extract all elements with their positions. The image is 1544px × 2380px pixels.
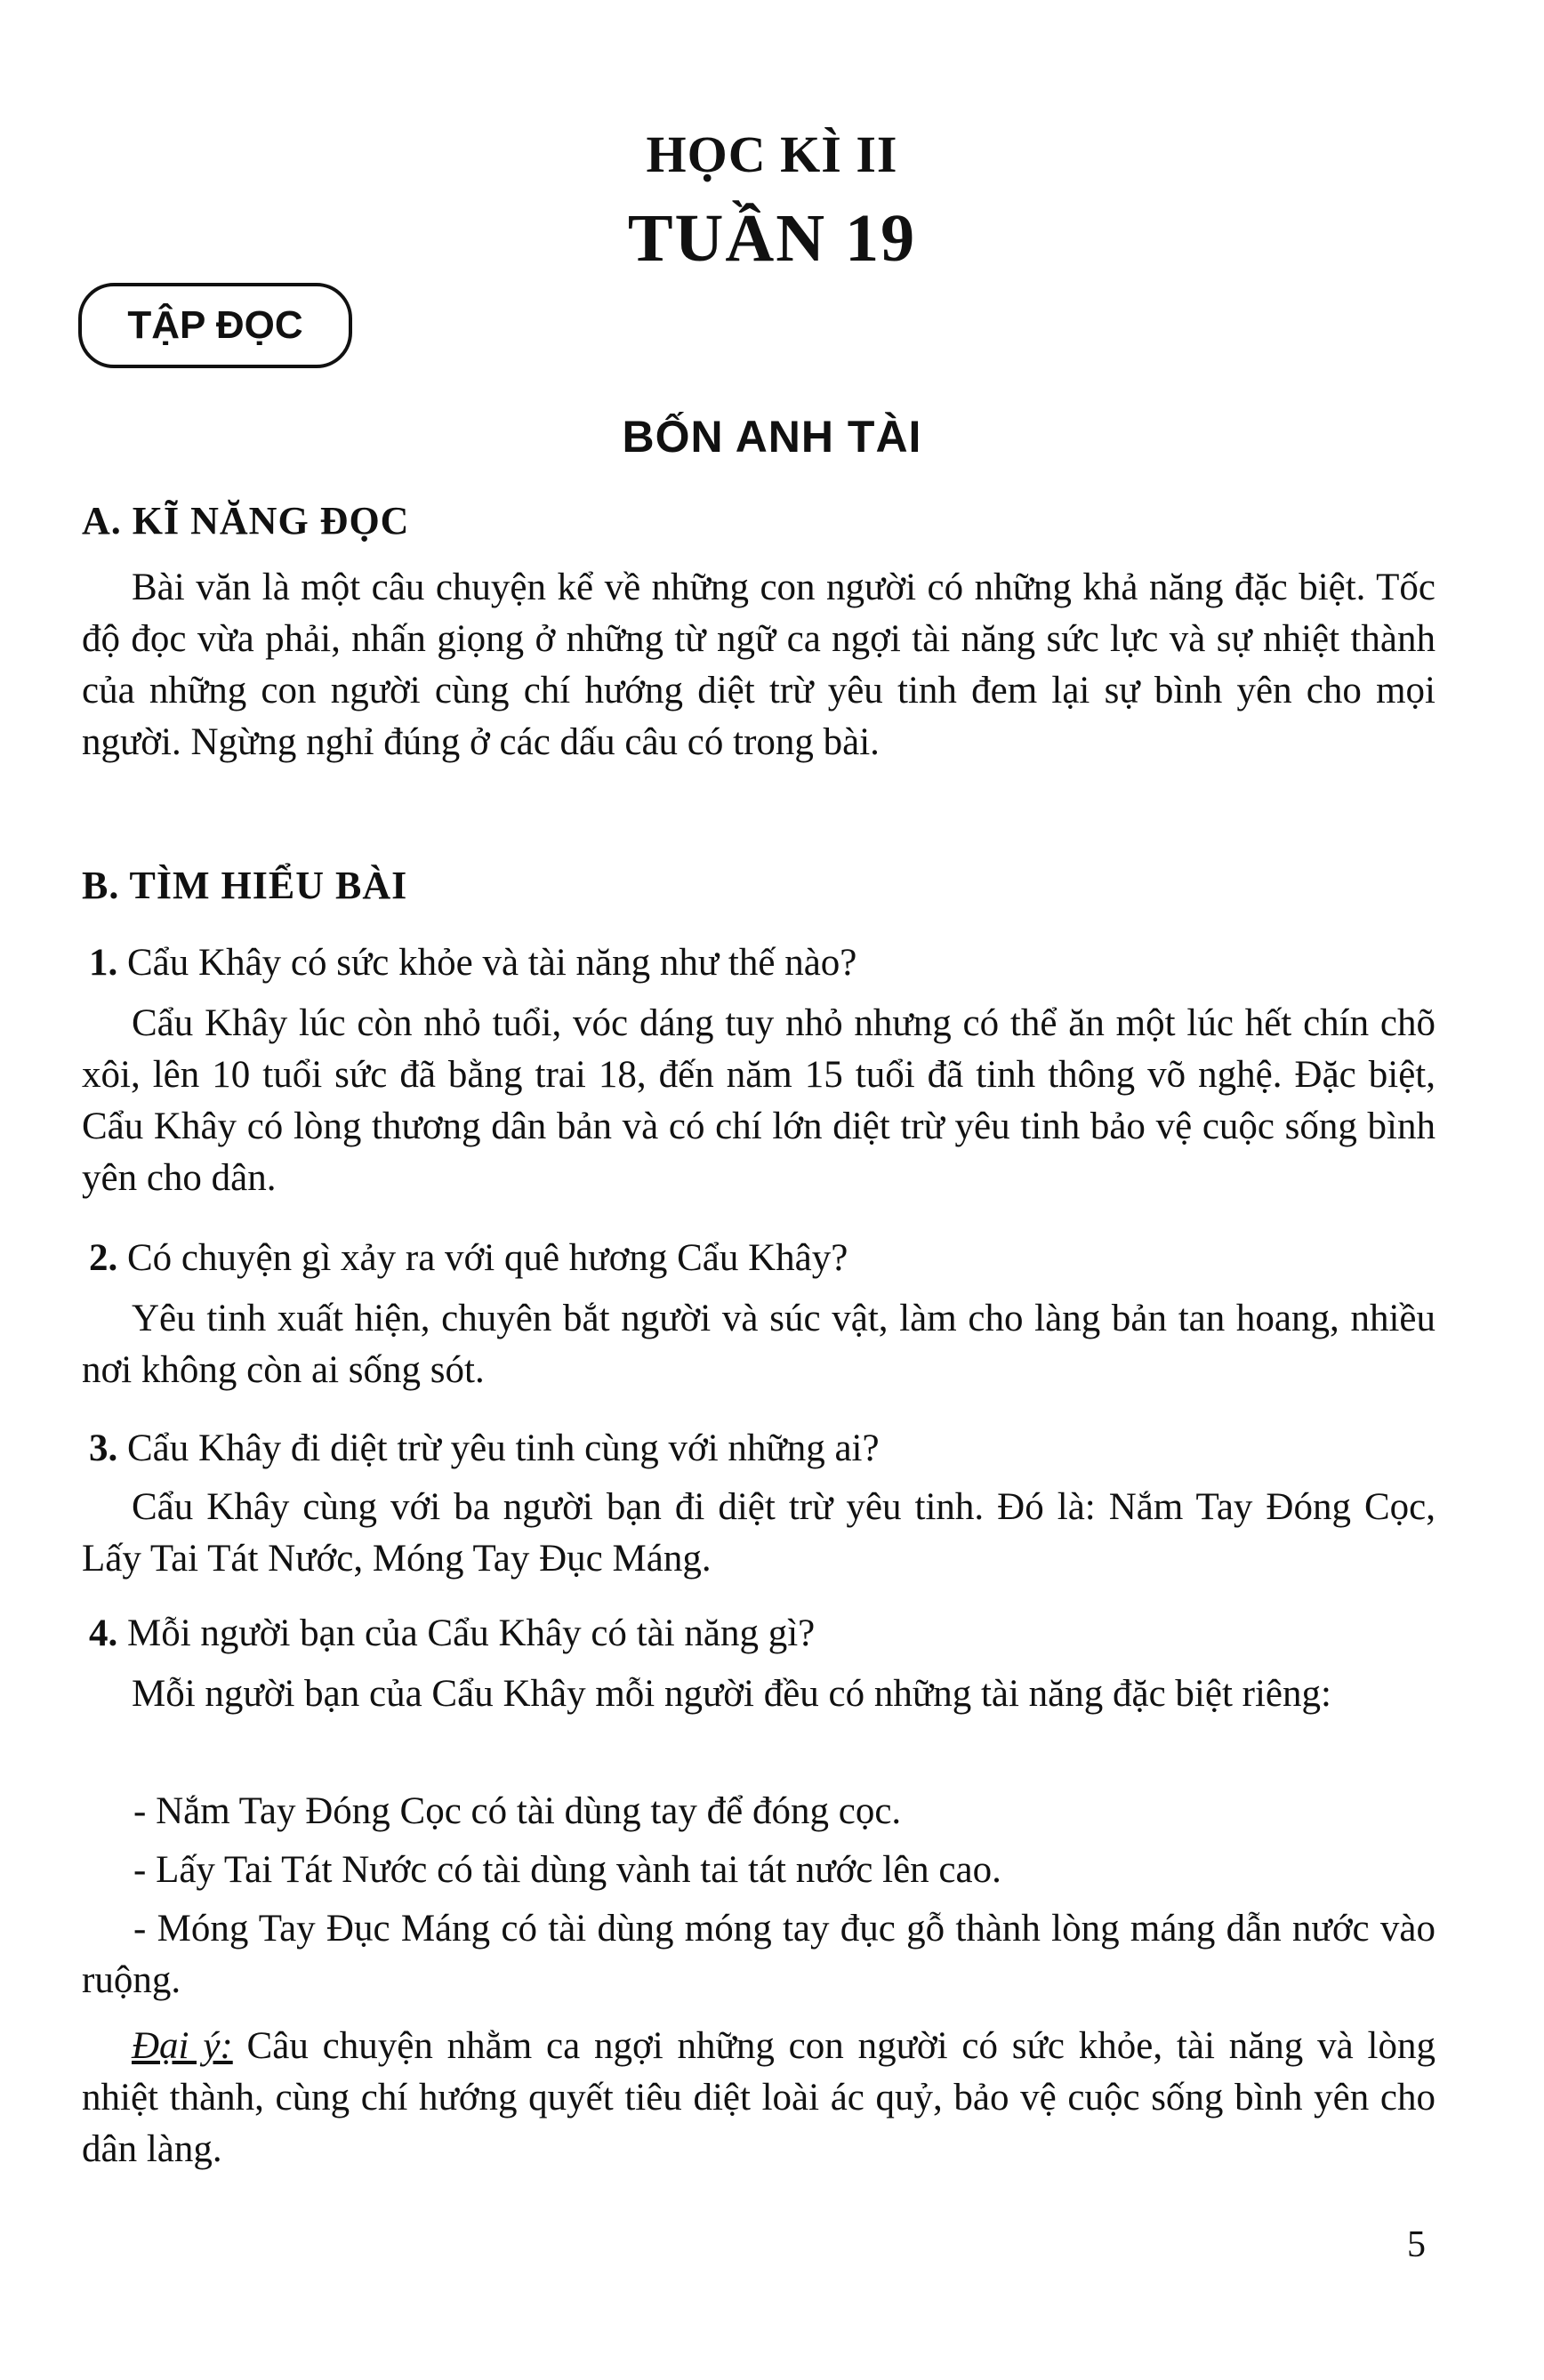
question-number: 2.	[89, 1237, 118, 1279]
answer-3: Cẩu Khây cùng với ba người bạn đi diệt trừ yêu tinh. Đó là: Nắm Tay Đóng Cọc, Lấy Tai Tát Nước, Móng Tay Đục Máng.	[82, 1486, 1435, 1580]
section-b-heading: B. TÌM HIỂU BÀI	[82, 864, 408, 907]
question-text: Cẩu Khây đi diệt trừ yêu tinh cùng với những ai?	[127, 1427, 880, 1469]
question-number: 4.	[89, 1612, 118, 1654]
bullet-item: - Lấy Tai Tát Nước có tài dùng vành tai tát nước lên cao.	[133, 1849, 1001, 1891]
question-3	[89, 1423, 1441, 1475]
summary	[82, 2021, 1435, 2175]
answer-4: Mỗi người bạn của Cẩu Khây mỗi người đều có những tài năng đặc biệt riêng:	[132, 1673, 1331, 1715]
page-number: 5	[1407, 2224, 1426, 2265]
question-text: Cẩu Khây có sức khỏe và tài năng như thế nào?	[127, 942, 857, 984]
semester-heading: HỌC KÌ II	[646, 125, 898, 183]
bullet-item: - Nắm Tay Đóng Cọc có tài dùng tay để đóng cọc.	[133, 1790, 902, 1832]
question-number: 3.	[89, 1427, 118, 1469]
week-heading: TUẦN 19	[627, 201, 917, 276]
question-number: 1.	[89, 942, 118, 984]
summary-text: Câu chuyện nhằm ca ngợi những con người có sức khỏe, tài năng và lòng nhiệt thành, cùng chí hướng quyết tiêu diệt loài ác quỷ, bảo vệ cuộc sống bình yên cho dân làng.	[82, 2025, 1435, 2170]
question-text: Mỗi người bạn của Cẩu Khây có tài năng gì?	[127, 1612, 816, 1654]
lesson-title: BỐN ANH TÀI	[622, 412, 922, 462]
question-text: Có chuyện gì xảy ra với quê hương Cẩu Khây?	[127, 1237, 848, 1279]
answer-2: Yêu tinh xuất hiện, chuyên bắt người và súc vật, làm cho làng bản tan hoang, nhiều nơi không còn ai sống sót.	[82, 1298, 1435, 1391]
question-1	[89, 937, 1441, 989]
answer-1: Cẩu Khây lúc còn nhỏ tuổi, vóc dáng tuy nhỏ nhưng có thể ăn một lúc hết chín chõ xôi, lên 10 tuổi sức đã bằng trai 18, đến năm 15 tuổi đã tinh thông võ nghệ. Đặc biệt, Cẩu Khây có lòng thương dân bản và có chí lớn diệt trừ yêu tinh bảo vệ cuộc sống bình yên cho dân.	[82, 1002, 1435, 1199]
question-2	[89, 1233, 1441, 1284]
section-a-text: Bài văn là một câu chuyện kể về những con người có những khả năng đặc biệt. Tốc độ đọc vừa phải, nhấn giọng ở những từ ngữ ca ngợi tài năng sức lực và sự nhiệt thành của những con người cùng chí hướng diệt trừ yêu tinh đem lại sự bình yên cho mọi người. Ngừng nghỉ đúng ở các dấu câu có trong bài.	[82, 567, 1435, 763]
reading-badge	[78, 283, 352, 368]
question-4	[89, 1608, 1441, 1660]
section-a-heading: A. KĨ NĂNG ĐỌC	[82, 499, 410, 543]
bullet-item: - Móng Tay Đục Máng có tài dùng móng tay đục gỗ thành lòng máng dẫn nước vào ruộng.	[82, 1908, 1435, 2001]
badge-label: TẬP ĐỌC	[127, 303, 303, 347]
summary-label: Đại ý:	[132, 2025, 233, 2067]
